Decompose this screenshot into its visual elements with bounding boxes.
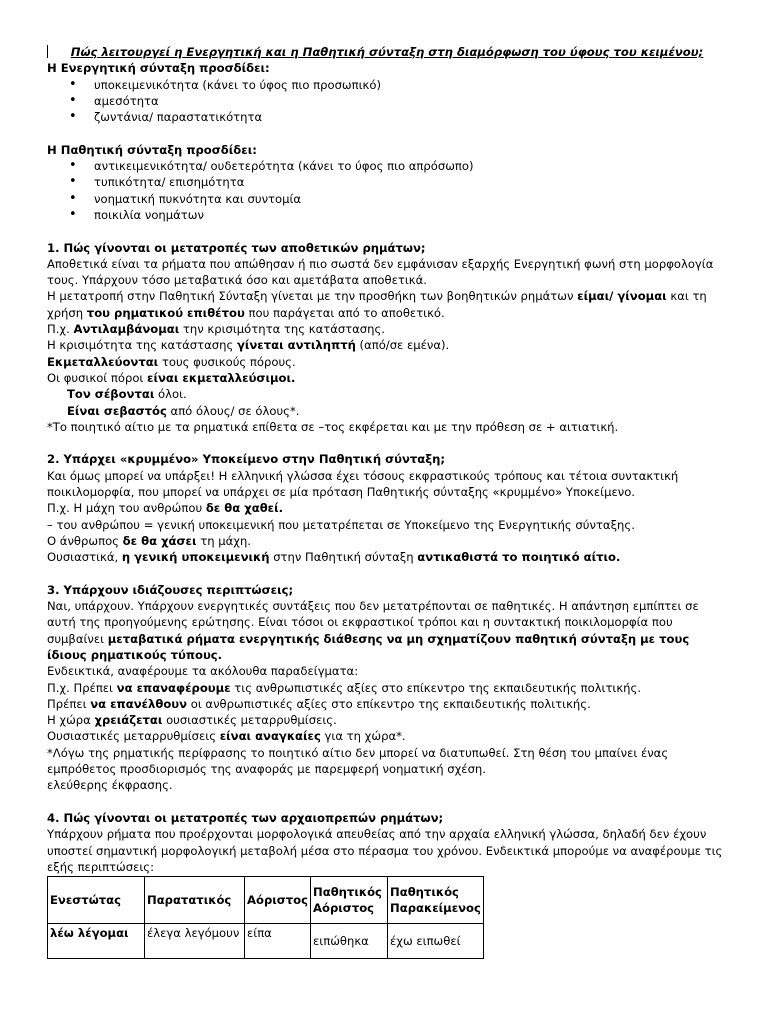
document-title: Πώς λειτουργεί η Ενεργητική και η Παθητική σύνταξη στη διαμόρφωση του ύφους του κειμένου; bbox=[70, 45, 704, 59]
section-3-paragraph: Ενδεικτικά, αναφέρουμε τα ακόλουθα παραδείγματα: bbox=[47, 664, 359, 679]
example-line: Ο άνθρωπος δε θα χάσει τη μάχη. bbox=[47, 533, 251, 548]
spacer bbox=[47, 566, 727, 582]
section-3-heading: 3. Υπάρχουν ιδιάζουσες περιπτώσεις; bbox=[47, 582, 294, 597]
section-1-paragraph: Η μετατροπή στην Παθητική Σύνταξη γίνεται με την προσθήκη των βοηθητικών ρημάτων είμαι/ γίνομαι και τη χρήση του ρηματικού επιθέτου που παράγεται από το αποθετικό. bbox=[47, 289, 707, 320]
footnote: *Λόγω της ρηματικής περίφρασης το ποιητικό αίτιο δεν μπορεί να διατυπωθεί. Στη θέση του μπαίνει ένας εμπρόθετος προσδιορισμός της αναφοράς με παρεμφερή νοηματική σχέση. bbox=[47, 745, 669, 777]
example-line: Είναι σεβαστός από όλους/ σε όλους*. bbox=[67, 403, 300, 418]
document-page bbox=[47, 44, 727, 959]
table-cell: λέω λέγομαι bbox=[48, 924, 145, 959]
table-cell: έλεγα λεγόμουν bbox=[145, 924, 245, 959]
list-item: • αντικειμενικότητα/ ουδετερότητα (κάνει το ύφος πιο απρόσωπο) bbox=[47, 158, 727, 174]
section-2-heading: 2. Υπάρχει «κρυμμένο» Υποκείμενο στην Παθητική σύνταξη; bbox=[47, 452, 446, 467]
list-item: • ποικιλία νοημάτων bbox=[47, 207, 727, 223]
footnote: *Το ποιητικό αίτιο με τα ρηματικά επίθετα σε –τος εκφέρεται και με την πρόθεση σε + αιτιατική. bbox=[47, 419, 619, 434]
table-header-cell: Ενεστώτας bbox=[48, 877, 145, 924]
section-4-heading: 4. Πώς γίνονται οι μετατροπές των αρχαιοπρεπών ρημάτων; bbox=[47, 810, 444, 825]
table-header-cell: Παθητικός Αόριστος bbox=[311, 877, 388, 924]
spacer bbox=[47, 125, 727, 141]
example-line: Εκμεταλλεύονται τους φυσικούς πόρους. bbox=[47, 354, 296, 369]
example-line: – του ανθρώπου = γενική υποκειμενική που μετατρέπεται σε Υποκείμενο της Ενεργητικής σύνταξης. bbox=[47, 517, 635, 532]
passive-heading: Η Παθητική σύνταξη προσδίδει: bbox=[47, 142, 257, 157]
verb-table bbox=[47, 876, 484, 959]
table-cell: είπα bbox=[245, 924, 311, 959]
example-line: Π.χ. Πρέπει να επαναφέρουμε τις ανθρωπιστικές αξίες στο επίκεντρο της εκπαιδευτικής πολιτικής. bbox=[47, 680, 642, 695]
spacer bbox=[47, 794, 727, 810]
table-header-cell: Παθητικός Παρακείμενος bbox=[388, 877, 484, 924]
list-item: • τυπικότητα/ επισημότητα bbox=[47, 174, 727, 190]
table-header-cell: Αόριστος bbox=[245, 877, 311, 924]
example-line: Π.χ. Η μάχη του ανθρώπου δε θα χαθεί. bbox=[47, 501, 284, 516]
section-1-paragraph: Αποθετικά είναι τα ρήματα που απώθησαν ή πιο σωστά δεν εμφάνισαν εξαρχής Ενεργητική φωνή στη μορφολογία τους. Υπάρχουν τόσο μεταβατικά όσο και αμετάβατα αποθετικά. bbox=[47, 256, 714, 288]
spacer bbox=[47, 435, 727, 451]
table-cell: ειπώθηκα bbox=[311, 924, 388, 959]
example-line: Η κρισιμότητα της κατάστασης γίνεται αντιληπτή (από/σε εμένα). bbox=[47, 338, 450, 353]
spacer bbox=[47, 223, 727, 239]
list-item: • νοηματική πυκνότητα και συντομία bbox=[47, 191, 727, 207]
active-list bbox=[47, 77, 727, 126]
section-2-paragraph: Και όμως μπορεί να υπάρξει! Η ελληνική γλώσσα έχει τόσους εκφραστικούς τρόπους και τέτοια συντακτική ποικιλομορφία, που μπορεί να υπάρχει σε μία πρόταση Παθητικής σύνταξης «κρυμμένο» Υποκείμενο. bbox=[47, 468, 679, 500]
list-item: • υποκειμενικότητα (κάνει το ύφος πιο προσωπικό) bbox=[47, 77, 727, 93]
section-1-heading: 1. Πώς γίνονται οι μετατροπές των αποθετικών ρημάτων; bbox=[47, 240, 426, 255]
list-item: • ζωντάνια/ παραστατικότητα bbox=[47, 109, 727, 125]
example-line: Τον σέβονται όλοι. bbox=[67, 387, 187, 402]
table-header-cell: Παρατατικός bbox=[145, 877, 245, 924]
example-line: Πρέπει να επανέλθουν οι ανθρωπιστικές αξίες στο επίκεντρο της εκπαιδευτικής πολιτικής. bbox=[47, 696, 591, 711]
list-item: • αμεσότητα bbox=[47, 93, 727, 109]
passive-list bbox=[47, 158, 727, 223]
example-line: Η χώρα χρειάζεται ουσιαστικές μεταρρυθμίσεις. bbox=[47, 713, 337, 728]
section-2-paragraph: Ουσιαστικά, η γενική υποκειμενική στην Παθητική σύνταξη αντικαθιστά το ποιητικό αίτιο. bbox=[47, 550, 621, 565]
section-3-paragraph: Ναι, υπάρχουν. Υπάρχουν ενεργητικές συντάξεις που δεν μετατρέπονται σε παθητικές. Η απάντηση εμπίπτει σε αυτή της προηγούμενης ερώτησης. Είναι τόσοι οι εκφραστικοί τρόποι και η συντακτική ποικιλομορφία που συμβαίνει μεταβατικά ρήματα ενεργητικής διάθεσης να μη σχηματίζουν παθητική σύνταξη με τους ίδιους ρηματικούς τύπους. bbox=[47, 599, 699, 662]
example-line: Οι φυσικοί πόροι είναι εκμεταλλεύσιμοι. bbox=[47, 370, 296, 385]
section-3-tail: ελεύθερης έκφρασης. bbox=[47, 778, 173, 793]
table-cell: έχω ειπωθεί bbox=[388, 924, 484, 959]
active-heading: Η Ενεργητική σύνταξη προσδίδει: bbox=[47, 61, 270, 76]
table-header-row bbox=[48, 877, 484, 924]
example-line: Π.χ. Αντιλαμβάνομαι την κρισιμότητα της κατάστασης. bbox=[47, 322, 385, 337]
example-line: Ουσιαστικές μεταρρυθμίσεις είναι αναγκαίες για τη χώρα*. bbox=[47, 729, 406, 744]
table-row bbox=[48, 924, 484, 959]
section-4-paragraph: Υπάρχουν ρήματα που προέρχονται μορφολογικά απευθείας από την αρχαία ελληνική γλώσσα, δηλαδή δεν έχουν υποστεί σημαντική μορφολογική μεταβολή μέσα στο πέρασμα του χρόνου. Ενδεικτικά μπορούμε να αναφέρουμε τις εξής περιπτώσεις: bbox=[47, 827, 723, 874]
